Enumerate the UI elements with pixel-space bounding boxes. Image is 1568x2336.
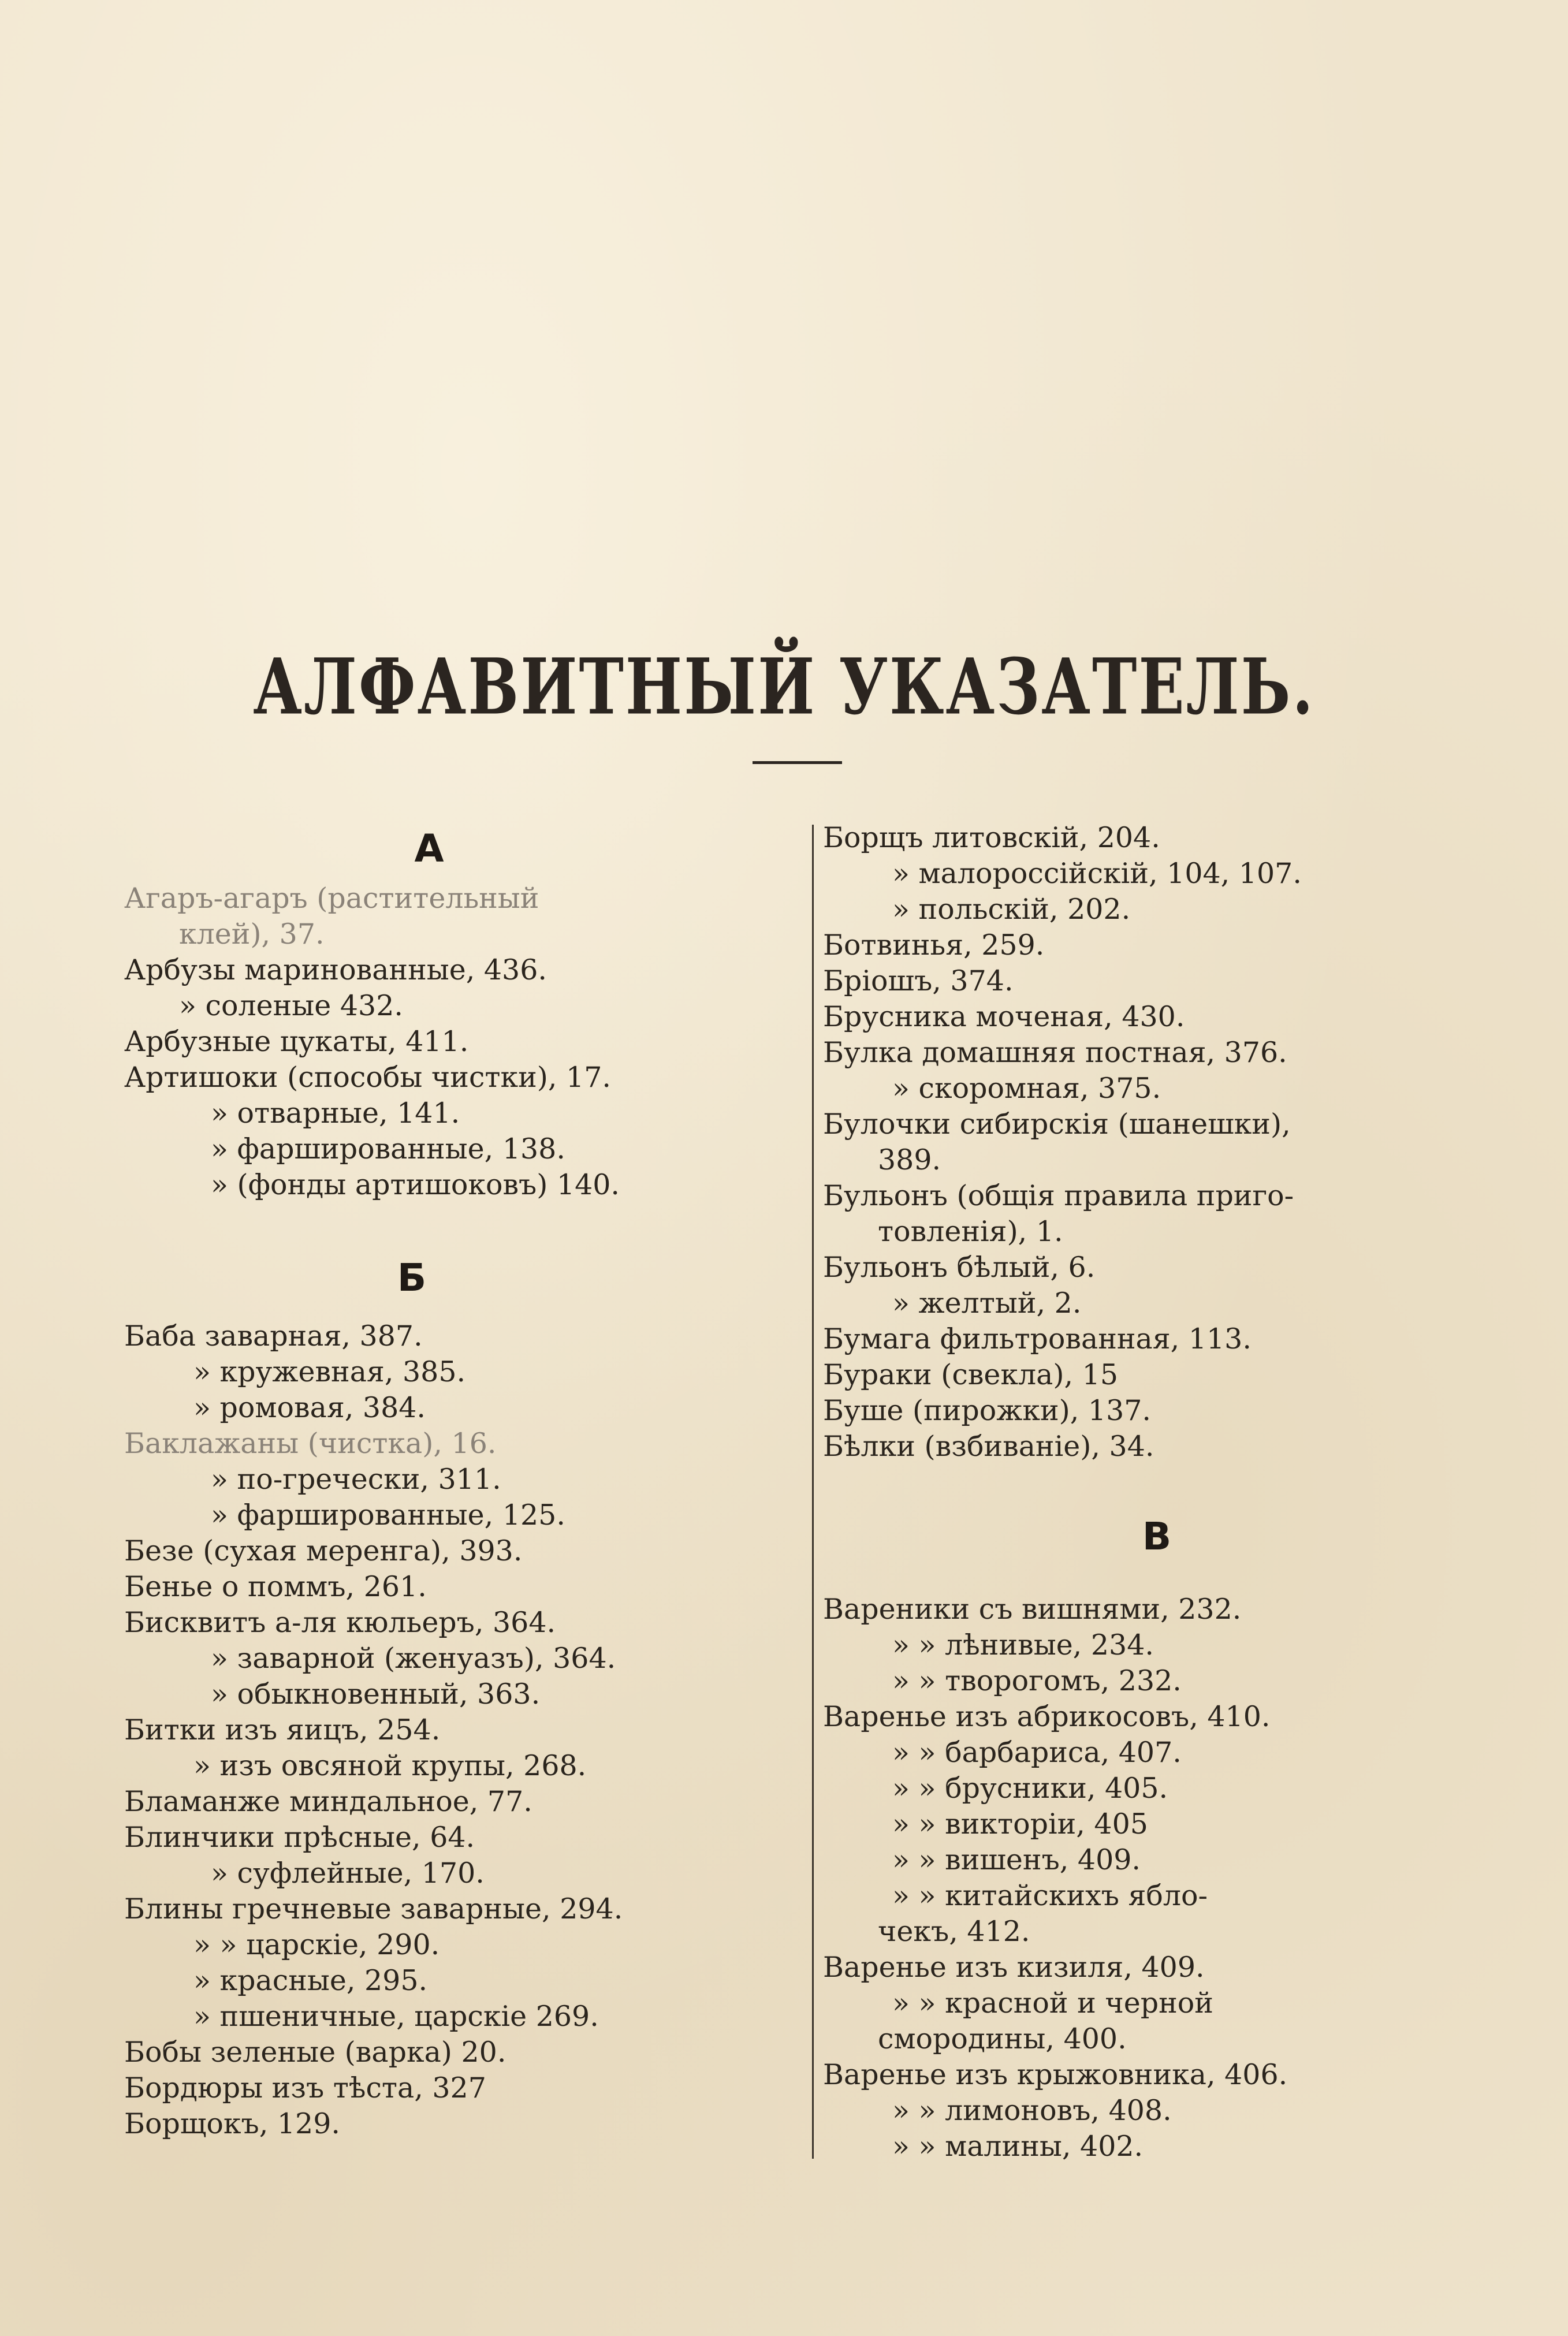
index-entry: Агаръ-агаръ (растительный bbox=[124, 882, 539, 915]
index-entry: Бенье о поммъ, 261. bbox=[124, 1570, 427, 1603]
index-entry: » » барбариса, 407. bbox=[892, 1736, 1182, 1769]
title-rule bbox=[753, 761, 842, 764]
index-entry: Баба заварная, 387. bbox=[124, 1320, 423, 1353]
index-entry: » пшеничные, царскіе 269. bbox=[193, 2000, 599, 2033]
index-entry: Бульонъ (общія правила приго- bbox=[823, 1179, 1294, 1212]
index-entry: » скоромная, 375. bbox=[892, 1072, 1161, 1105]
index-entry: » польскій, 202. bbox=[892, 893, 1131, 926]
index-entry: » » брусники, 405. bbox=[892, 1772, 1168, 1805]
index-entry: » » царскіе, 290. bbox=[193, 1928, 440, 1961]
index-entry: Блины гречневые заварные, 294. bbox=[124, 1892, 623, 1925]
index-entry: Бульонъ бѣлый, 6. bbox=[823, 1251, 1096, 1284]
index-entry: » ромовая, 384. bbox=[193, 1391, 426, 1424]
index-entry: Варенье изъ крыжовника, 406. bbox=[823, 2058, 1288, 2091]
index-entry: Бѣлки (взбиваніе), 34. bbox=[823, 1430, 1154, 1463]
column-divider bbox=[812, 825, 814, 2159]
index-entry: » заварной (женуазъ), 364. bbox=[211, 1642, 616, 1675]
index-entry: Бріошъ, 374. bbox=[823, 964, 1014, 997]
index-entry: » (фонды артишоковъ) 140. bbox=[211, 1168, 620, 1201]
index-entry: Бобы зеленые (варка) 20. bbox=[124, 2036, 506, 2069]
index-entry: » » викторіи, 405 bbox=[892, 1808, 1148, 1841]
index-entry: Баклажаны (чистка), 16. bbox=[124, 1427, 497, 1460]
index-entry: смородины, 400. bbox=[878, 2022, 1127, 2055]
index-entry: » малороссійскій, 104, 107. bbox=[892, 857, 1302, 890]
index-entry: Бордюры изъ тѣста, 327 bbox=[124, 2072, 486, 2104]
index-entry: 389. bbox=[878, 1143, 941, 1176]
index-entry: » кружевная, 385. bbox=[193, 1355, 466, 1388]
index-entry: Арбузы маринованные, 436. bbox=[124, 953, 547, 986]
index-entry: » » лимоновъ, 408. bbox=[892, 2094, 1172, 2127]
index-entry: » » китайскихъ ябло- bbox=[892, 1879, 1208, 1912]
page-title: АЛФАВИТНЫЙ УКАЗАТЕЛЬ. bbox=[253, 641, 1315, 732]
section-letter-a: А bbox=[414, 826, 446, 871]
index-entry: Варенье изъ кизиля, 409. bbox=[823, 1951, 1205, 1984]
index-entry: » красные, 295. bbox=[193, 1964, 428, 1997]
index-entry: Бисквитъ а-ля кюльеръ, 364. bbox=[124, 1606, 556, 1639]
index-entry: Битки изъ яицъ, 254. bbox=[124, 1713, 441, 1746]
index-entry: Буше (пирожки), 137. bbox=[823, 1394, 1151, 1427]
index-entry: » » лѣнивые, 234. bbox=[892, 1629, 1154, 1661]
index-entry: » фаршированные, 138. bbox=[211, 1132, 565, 1165]
index-entry: » желтый, 2. bbox=[892, 1287, 1082, 1320]
index-entry: » » творогомъ, 232. bbox=[892, 1664, 1182, 1697]
index-entry: Борщокъ, 129. bbox=[124, 2107, 340, 2140]
index-entry: » суфлейные, 170. bbox=[211, 1857, 485, 1890]
index-entry: Борщъ литовскій, 204. bbox=[823, 821, 1160, 854]
index-entry: Арбузные цукаты, 411. bbox=[124, 1025, 469, 1058]
index-entry: Безе (сухая меренга), 393. bbox=[124, 1534, 523, 1567]
index-entry: » » вишенъ, 409. bbox=[892, 1843, 1141, 1876]
index-entry: Брусника моченая, 430. bbox=[823, 1000, 1185, 1033]
index-entry: » соленые 432. bbox=[179, 989, 403, 1022]
index-entry: » фаршированные, 125. bbox=[211, 1499, 565, 1532]
index-entry: Булочки сибирскія (шанешки), bbox=[823, 1108, 1291, 1141]
index-entry: чекъ, 412. bbox=[878, 1915, 1030, 1948]
index-entry: товленія), 1. bbox=[878, 1215, 1063, 1248]
index-entry: Артишоки (способы чистки), 17. bbox=[124, 1061, 611, 1094]
section-letter-v: В bbox=[1142, 1514, 1174, 1559]
section-letter-b: Б bbox=[397, 1255, 429, 1300]
index-entry: Бураки (свекла), 15 bbox=[823, 1358, 1119, 1391]
index-entry: Вареники съ вишнями, 232. bbox=[823, 1593, 1242, 1626]
index-column-right bbox=[823, 820, 1516, 2164]
index-entry: » по-гречески, 311. bbox=[211, 1463, 501, 1496]
index-entry: » отварные, 141. bbox=[211, 1097, 460, 1130]
index-entry: Булка домашняя постная, 376. bbox=[823, 1036, 1287, 1069]
index-entry: » » красной и черной bbox=[892, 1987, 1213, 2020]
index-entry: Варенье изъ абрикосовъ, 410. bbox=[823, 1700, 1271, 1733]
index-entry: Бламанже миндальное, 77. bbox=[124, 1785, 532, 1818]
index-entry: Блинчики прѣсные, 64. bbox=[124, 1821, 475, 1854]
index-entry: Бумага фильтрованная, 113. bbox=[823, 1322, 1252, 1355]
index-entry: » » малины, 402. bbox=[892, 2130, 1144, 2163]
index-entry: Ботвинья, 259. bbox=[823, 929, 1045, 962]
index-entry: клей), 37. bbox=[179, 918, 325, 951]
index-column-left bbox=[124, 817, 806, 2142]
index-entry: » изъ овсяной крупы, 268. bbox=[193, 1749, 587, 1782]
index-entry: » обыкновенный, 363. bbox=[211, 1678, 541, 1711]
